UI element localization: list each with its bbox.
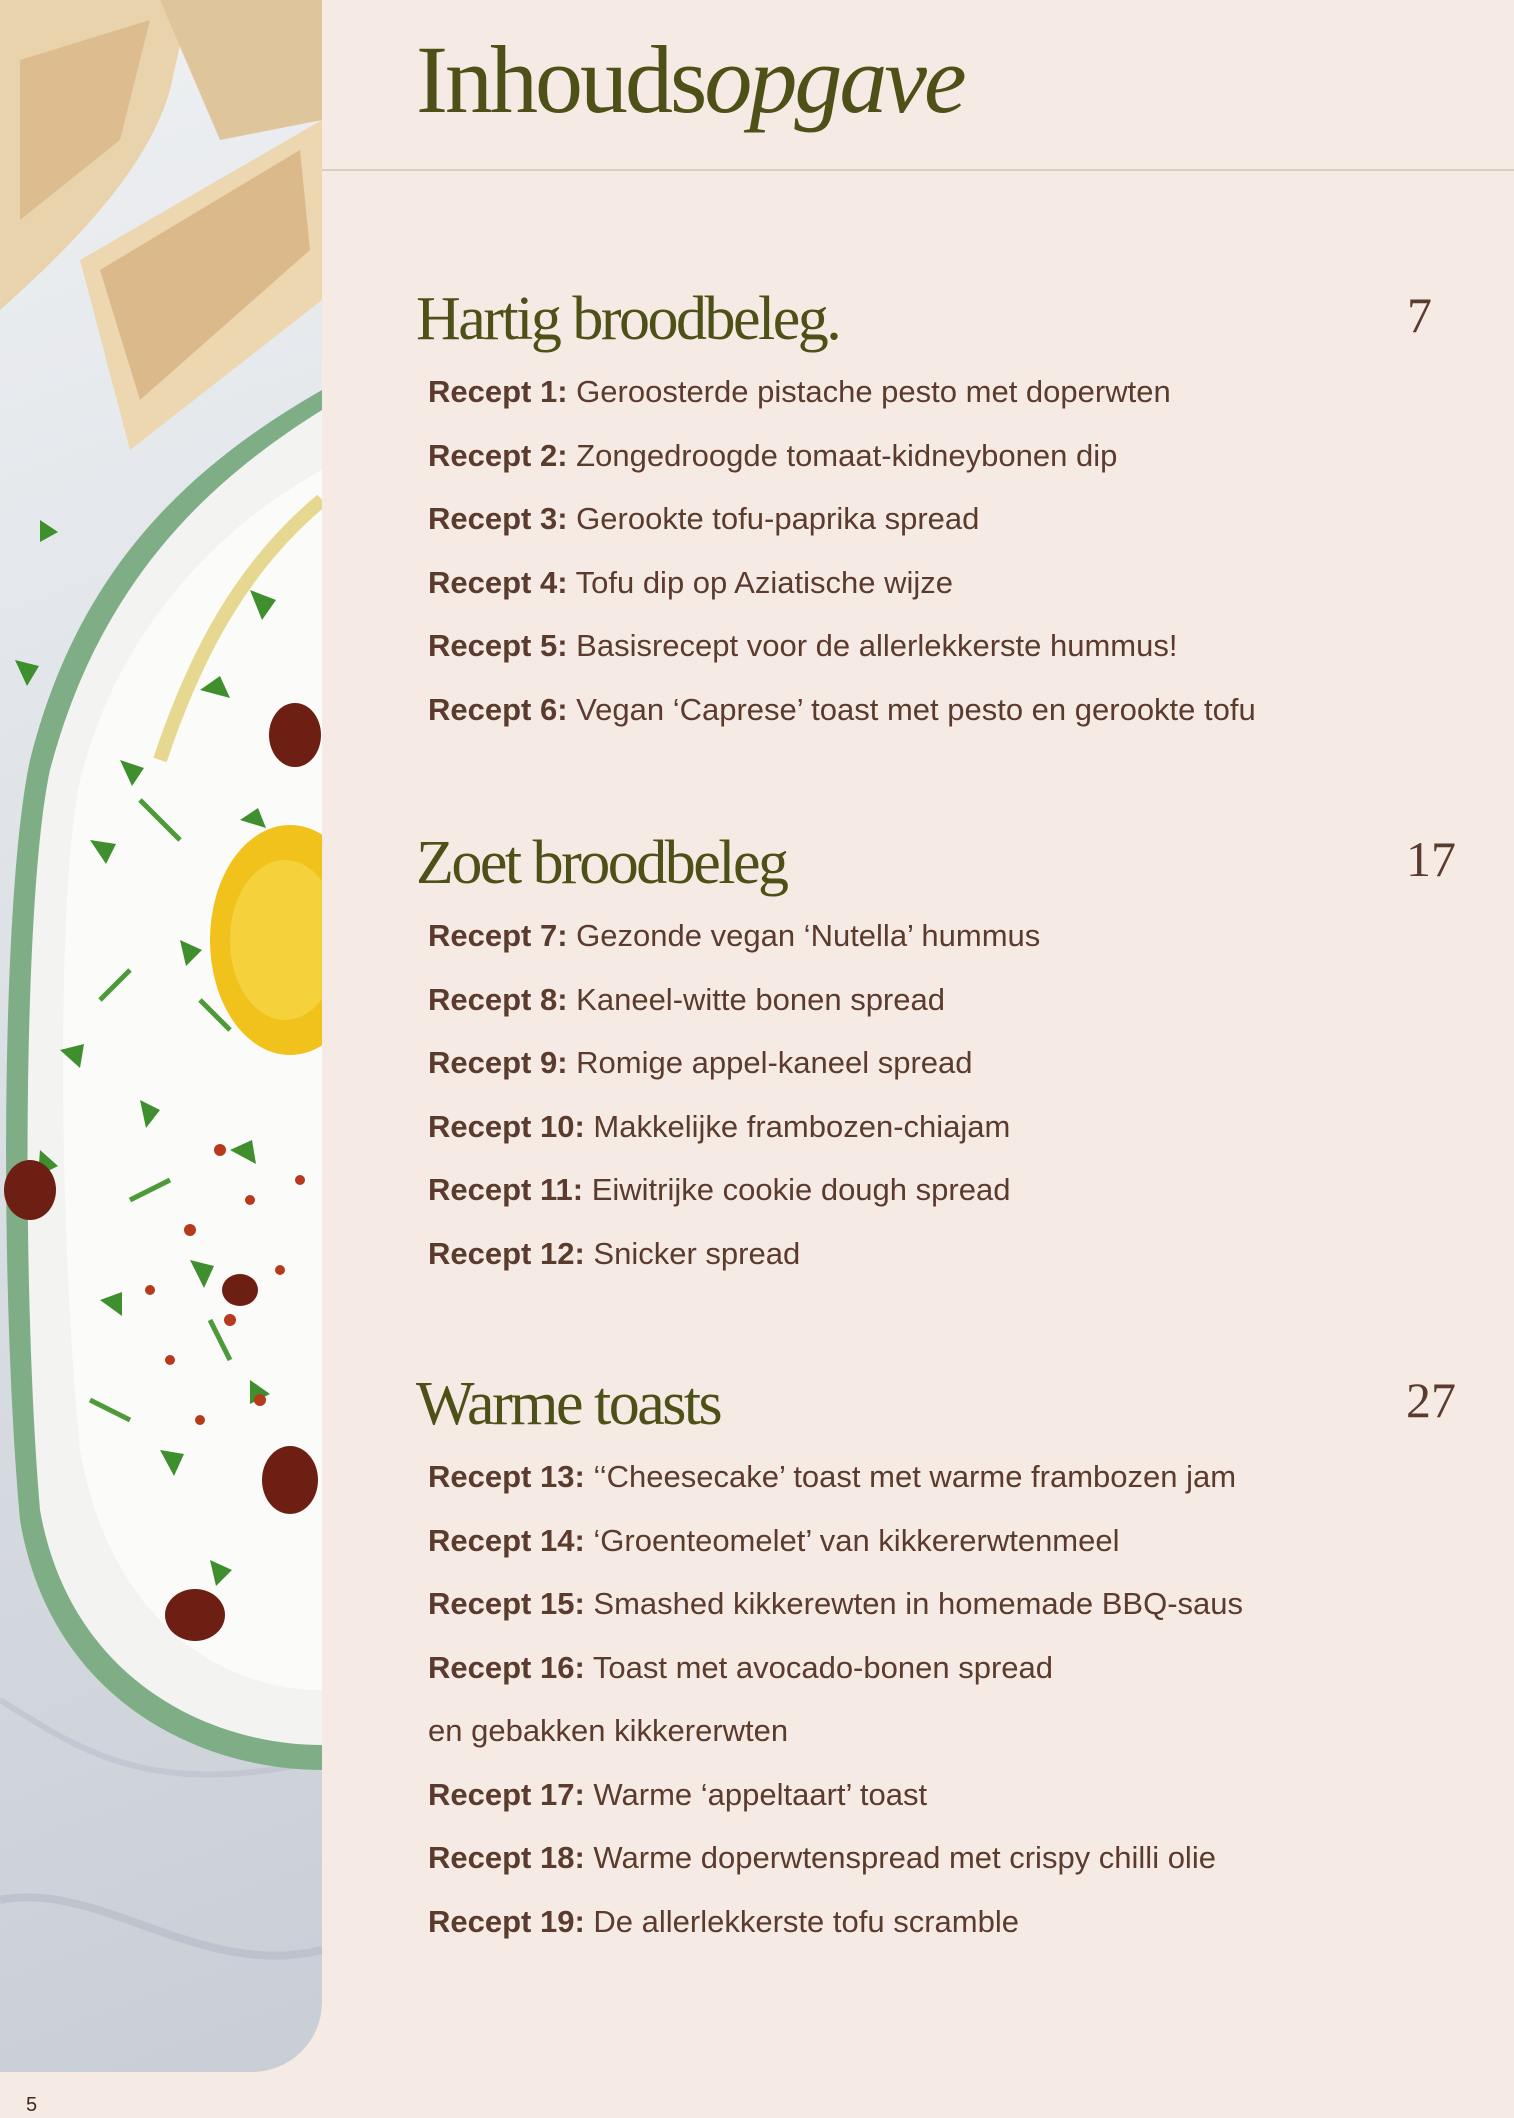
recipe-title: Tofu dip op Aziatische wijze	[575, 564, 953, 600]
recipe-item	[428, 904, 1476, 968]
section-header	[416, 1369, 1476, 1445]
recipe-list	[416, 1445, 1476, 1953]
recipe-title: Eiwitrijke cookie dough spread	[591, 1172, 1011, 1207]
recipe-title: Vegan ‘Caprese’ toast met pesto en gerookte tofu	[576, 691, 1256, 727]
recipe-title: Romige appel-kaneel spread	[576, 1045, 973, 1080]
recipe-item	[428, 551, 1476, 615]
recipe-title: Snicker spread	[593, 1235, 801, 1271]
recipe-label: Recept 17:	[428, 1776, 585, 1812]
recipe-list	[416, 360, 1476, 741]
recipe-item	[428, 1572, 1476, 1636]
recipe-label: Recept 12:	[428, 1235, 585, 1271]
recipe-item	[428, 1826, 1476, 1890]
recipe-label: Recept 10:	[428, 1108, 585, 1144]
recipe-label: Recept 13:	[428, 1459, 585, 1494]
recipe-title: Geroosterde pistache pesto met doperwten	[576, 374, 1171, 409]
recipe-item	[428, 968, 1476, 1032]
recipe-title: Toast met avocado-bonen spread	[592, 1649, 1053, 1685]
recipe-label: Recept 6:	[428, 691, 568, 727]
recipe-item	[428, 1158, 1476, 1222]
food-photo	[0, 0, 322, 2072]
recipe-item-continuation	[428, 1699, 1476, 1763]
section-page-number: 27	[1406, 1372, 1456, 1428]
food-photo-illustration	[0, 0, 322, 2072]
recipe-item	[428, 1636, 1476, 1700]
recipe-title: Makkelijke frambozen-chiajam	[593, 1108, 1011, 1144]
recipe-title: Warme doperwtenspread met crispy chilli olie	[593, 1840, 1216, 1875]
section-header	[416, 284, 1476, 360]
section-warme-toasts	[416, 1369, 1476, 1953]
recipe-label: Recept 3:	[428, 501, 568, 536]
section-header	[416, 828, 1476, 904]
section-title: Hartig broodbeleg.	[416, 285, 840, 353]
recipe-item	[428, 360, 1476, 424]
recipe-title: De allerlekkerste tofu scramble	[593, 1903, 1019, 1939]
section-hartig-broodbeleg	[416, 284, 1476, 741]
recipe-title: Gerookte tofu-paprika spread	[576, 501, 980, 536]
recipe-item	[428, 678, 1476, 742]
recipe-title: ‘‘Cheesecake’ toast met warme frambozen jam	[593, 1459, 1237, 1494]
recipe-item	[428, 1031, 1476, 1095]
page-number: 5	[26, 2094, 38, 2116]
recipe-item	[428, 614, 1476, 678]
recipe-title: en gebakken kikkererwten	[428, 1713, 789, 1748]
recipe-label: Recept 11:	[428, 1172, 584, 1207]
recipe-label: Recept 5:	[428, 628, 568, 663]
recipe-label: Recept 14:	[428, 1522, 585, 1558]
recipe-title: ‘Groenteomelet’ van kikkererwtenmeel	[593, 1522, 1120, 1558]
recipe-label: Recept 16:	[428, 1649, 585, 1685]
recipe-title: Kaneel-witte bonen spread	[576, 981, 945, 1017]
title-divider	[322, 169, 1514, 171]
recipe-item	[428, 1763, 1476, 1827]
page-title-regular: Inhouds	[416, 26, 705, 133]
section-page-number: 7	[1407, 287, 1432, 343]
recipe-title: Zongedroogde tomaat-kidneybonen dip	[576, 437, 1118, 473]
recipe-item	[428, 1222, 1476, 1286]
recipe-item	[428, 1445, 1476, 1509]
section-title: Warme toasts	[416, 1370, 721, 1438]
recipe-label: Recept 7:	[428, 918, 568, 953]
recipe-title: Gezonde vegan ‘Nutella’ hummus	[576, 918, 1041, 953]
recipe-item	[428, 1509, 1476, 1573]
recipe-label: Recept 2:	[428, 437, 568, 473]
recipe-label: Recept 18:	[428, 1840, 585, 1875]
recipe-label: Recept 4:	[428, 564, 568, 600]
recipe-item	[428, 487, 1476, 551]
page-title-italic: opgave	[704, 26, 964, 133]
recipe-label: Recept 8:	[428, 981, 568, 1017]
recipe-label: Recept 9:	[428, 1045, 568, 1080]
page-title	[416, 24, 964, 135]
section-title: Zoet broodbeleg	[416, 829, 787, 897]
recipe-label: Recept 15:	[428, 1586, 585, 1621]
recipe-label: Recept 19:	[428, 1903, 585, 1939]
recipe-title: Basisrecept voor de allerlekkerste hummus!	[576, 628, 1178, 663]
recipe-item	[428, 1890, 1476, 1954]
section-page-number: 17	[1406, 831, 1456, 887]
recipe-title: Warme ‘appeltaart’ toast	[593, 1776, 928, 1812]
recipe-list	[416, 904, 1476, 1285]
section-zoet-broodbeleg	[416, 828, 1476, 1285]
recipe-label: Recept 1:	[428, 374, 568, 409]
recipe-item	[428, 424, 1476, 488]
recipe-item	[428, 1095, 1476, 1159]
recipe-title: Smashed kikkerewten in homemade BBQ-saus	[593, 1586, 1243, 1621]
